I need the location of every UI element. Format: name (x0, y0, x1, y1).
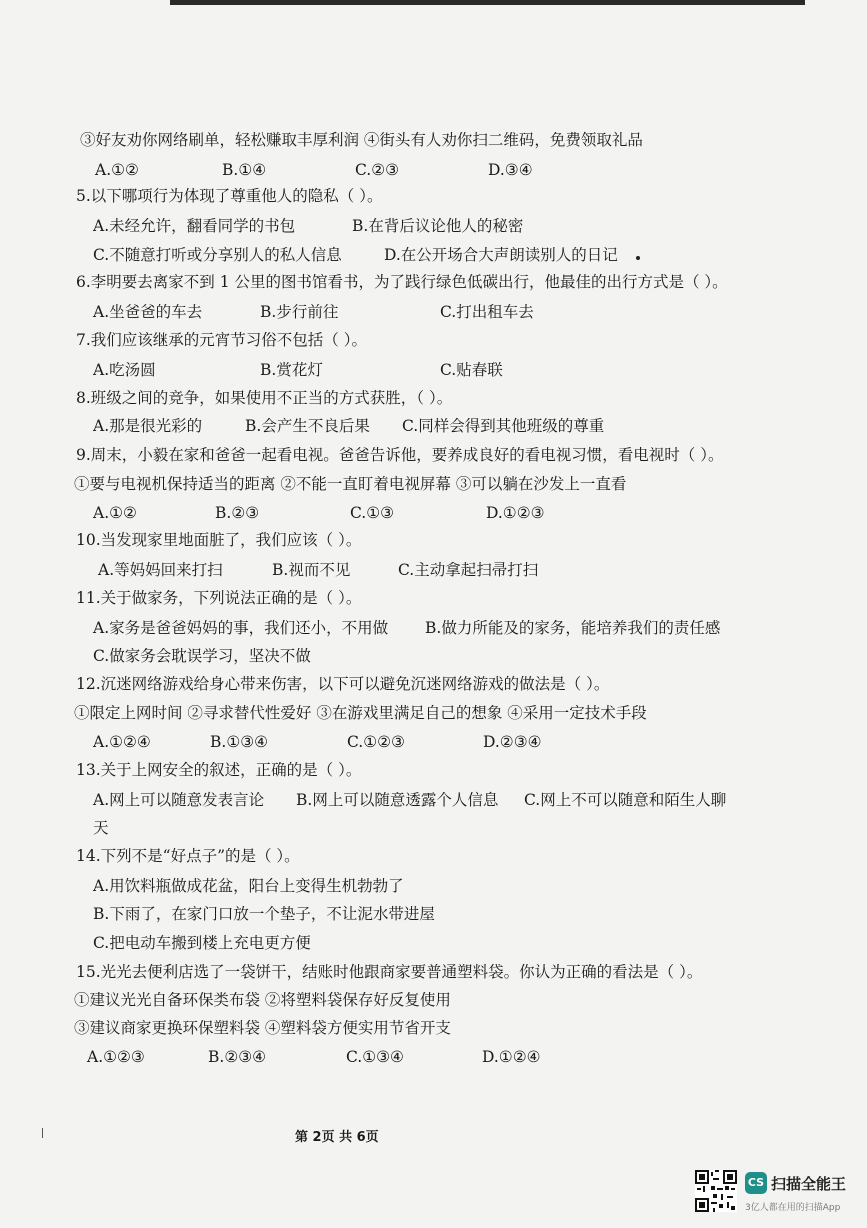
q12-option-b: B.①③④ (210, 733, 269, 751)
q13-option-c-cont: 天 (93, 819, 109, 837)
q9-option-a: A.①② (93, 504, 137, 522)
q8-stem: 8.班级之间的竞争，如果使用不正当的方式获胜，（ ）。 (76, 389, 453, 407)
scanner-watermark (695, 1170, 855, 1218)
q14-stem: 14.下列不是“好点子”的是（ ）。 (76, 847, 300, 865)
q6-stem: 6.李明要去离家不到 1 公里的图书馆看书，为了践行绿色低碳出行，他最佳的出行方式是（ ）。 (76, 273, 728, 291)
q15-stem: 15.光光去便利店选了一袋饼干，结账时他跟商家要普通塑料袋。你认为正确的看法是（ ）。 (76, 963, 703, 981)
scanner-app-name: 扫描全能王 (771, 1175, 847, 1193)
q15-option-b: B.②③④ (208, 1048, 267, 1066)
q15-items-1: ①建议光光自备环保类布袋 ②将塑料袋保存好反复使用 (74, 991, 451, 1009)
q8-option-b: B.会产生不良后果 (245, 417, 370, 435)
q4-option-b: B.①④ (222, 161, 267, 179)
q11-option-a: A.家务是爸爸妈妈的事，我们还小，不用做 (93, 619, 389, 637)
q5-option-d: D.在公开场合大声朗读别人的日记 (384, 246, 618, 264)
q5-option-c: C.不随意打听或分享别人的私人信息 (93, 246, 342, 264)
q8-option-a: A.那是很光彩的 (93, 417, 203, 435)
q13-option-a: A.网上可以随意发表言论 (93, 791, 265, 809)
q6-option-b: B.步行前往 (260, 303, 339, 321)
margin-mark (42, 1128, 43, 1138)
q5-option-a: A.未经允许，翻看同学的书包 (93, 217, 296, 235)
q13-stem: 13.关于上网安全的叙述，正确的是（ ）。 (76, 761, 362, 779)
q13-option-c: C.网上不可以随意和陌生人聊 (524, 791, 727, 809)
q9-stem: 9.周末，小毅在家和爸爸一起看电视。爸爸告诉他，要养成良好的看电视习惯，看电视时（ ）。 (76, 446, 724, 464)
q7-option-c: C.贴春联 (440, 361, 503, 379)
q8-option-c: C.同样会得到其他班级的尊重 (402, 417, 605, 435)
q10-option-c: C.主动拿起扫帚打扫 (398, 561, 539, 579)
q11-option-c: C.做家务会耽误学习，坚决不做 (93, 647, 311, 665)
q6-option-c: C.打出租车去 (440, 303, 534, 321)
q11-stem: 11.关于做家务，下列说法正确的是（ ）。 (76, 589, 362, 607)
q13-option-b: B.网上可以随意透露个人信息 (296, 791, 499, 809)
q9-option-b: B.②③ (215, 504, 260, 522)
q9-option-c: C.①③ (350, 504, 395, 522)
q7-option-b: B.赏花灯 (260, 361, 323, 379)
cs-logo-icon: CS (745, 1172, 767, 1194)
q10-option-b: B.视而不见 (272, 561, 351, 579)
q11-option-b: B.做力所能及的家务，能培养我们的责任感 (425, 619, 721, 637)
q14-option-a: A.用饮料瓶做成花盆，阳台上变得生机勃勃了 (93, 877, 404, 895)
q14-option-c: C.把电动车搬到楼上充电更方便 (93, 934, 311, 952)
q12-option-c: C.①②③ (347, 733, 405, 751)
q15-option-c: C.①③④ (346, 1048, 404, 1066)
q10-stem: 10.当发现家里地面脏了，我们应该（ ）。 (76, 531, 362, 549)
q7-stem: 7.我们应该继承的元宵节习俗不包括（ ）。 (76, 331, 367, 349)
qr-code-icon (695, 1170, 737, 1212)
q4-items: ③好友劝你网络刷单，轻松赚取丰厚利润 ④街头有人劝你扫二维码，免费领取礼品 (80, 131, 643, 149)
q12-items: ①限定上网时间 ②寻求替代性爱好 ③在游戏里满足自己的想象 ④采用一定技术手段 (74, 704, 647, 722)
q7-option-a: A.吃汤圆 (93, 361, 156, 379)
q12-option-d: D.②③④ (483, 733, 542, 751)
q5-option-b: B.在背后议论他人的秘密 (352, 217, 524, 235)
q12-stem: 12.沉迷网络游戏给身心带来伤害，以下可以避免沉迷网络游戏的做法是（ ）。 (76, 675, 610, 693)
scanner-app-slogan: 3亿人都在用的扫描App (745, 1203, 841, 1213)
q4-option-a: A.①② (95, 161, 139, 179)
q9-items: ①要与电视机保持适当的距离 ②不能一直盯着电视屏幕 ③可以躺在沙发上一直看 (74, 475, 627, 493)
q4-option-c: C.②③ (355, 161, 400, 179)
q9-option-d: D.①②③ (486, 504, 545, 522)
q15-items-2: ③建议商家更换环保塑料袋 ④塑料袋方便实用节省开支 (74, 1019, 451, 1037)
q5-stem: 5.以下哪项行为体现了尊重他人的隐私（ ）。 (76, 187, 383, 205)
q6-option-a: A.坐爸爸的车去 (93, 303, 203, 321)
q14-option-b: B.下雨了，在家门口放一个垫子，不让泥水带进屋 (93, 905, 435, 923)
q12-option-a: A.①②④ (93, 733, 151, 751)
q15-option-d: D.①②④ (482, 1048, 541, 1066)
q15-option-a: A.①②③ (87, 1048, 145, 1066)
q4-option-d: D.③④ (488, 161, 533, 179)
page-number: 第 2页 共 6页 (295, 1130, 379, 1145)
q10-option-a: A.等妈妈回来打扫 (98, 561, 223, 579)
ink-dot (636, 256, 640, 260)
